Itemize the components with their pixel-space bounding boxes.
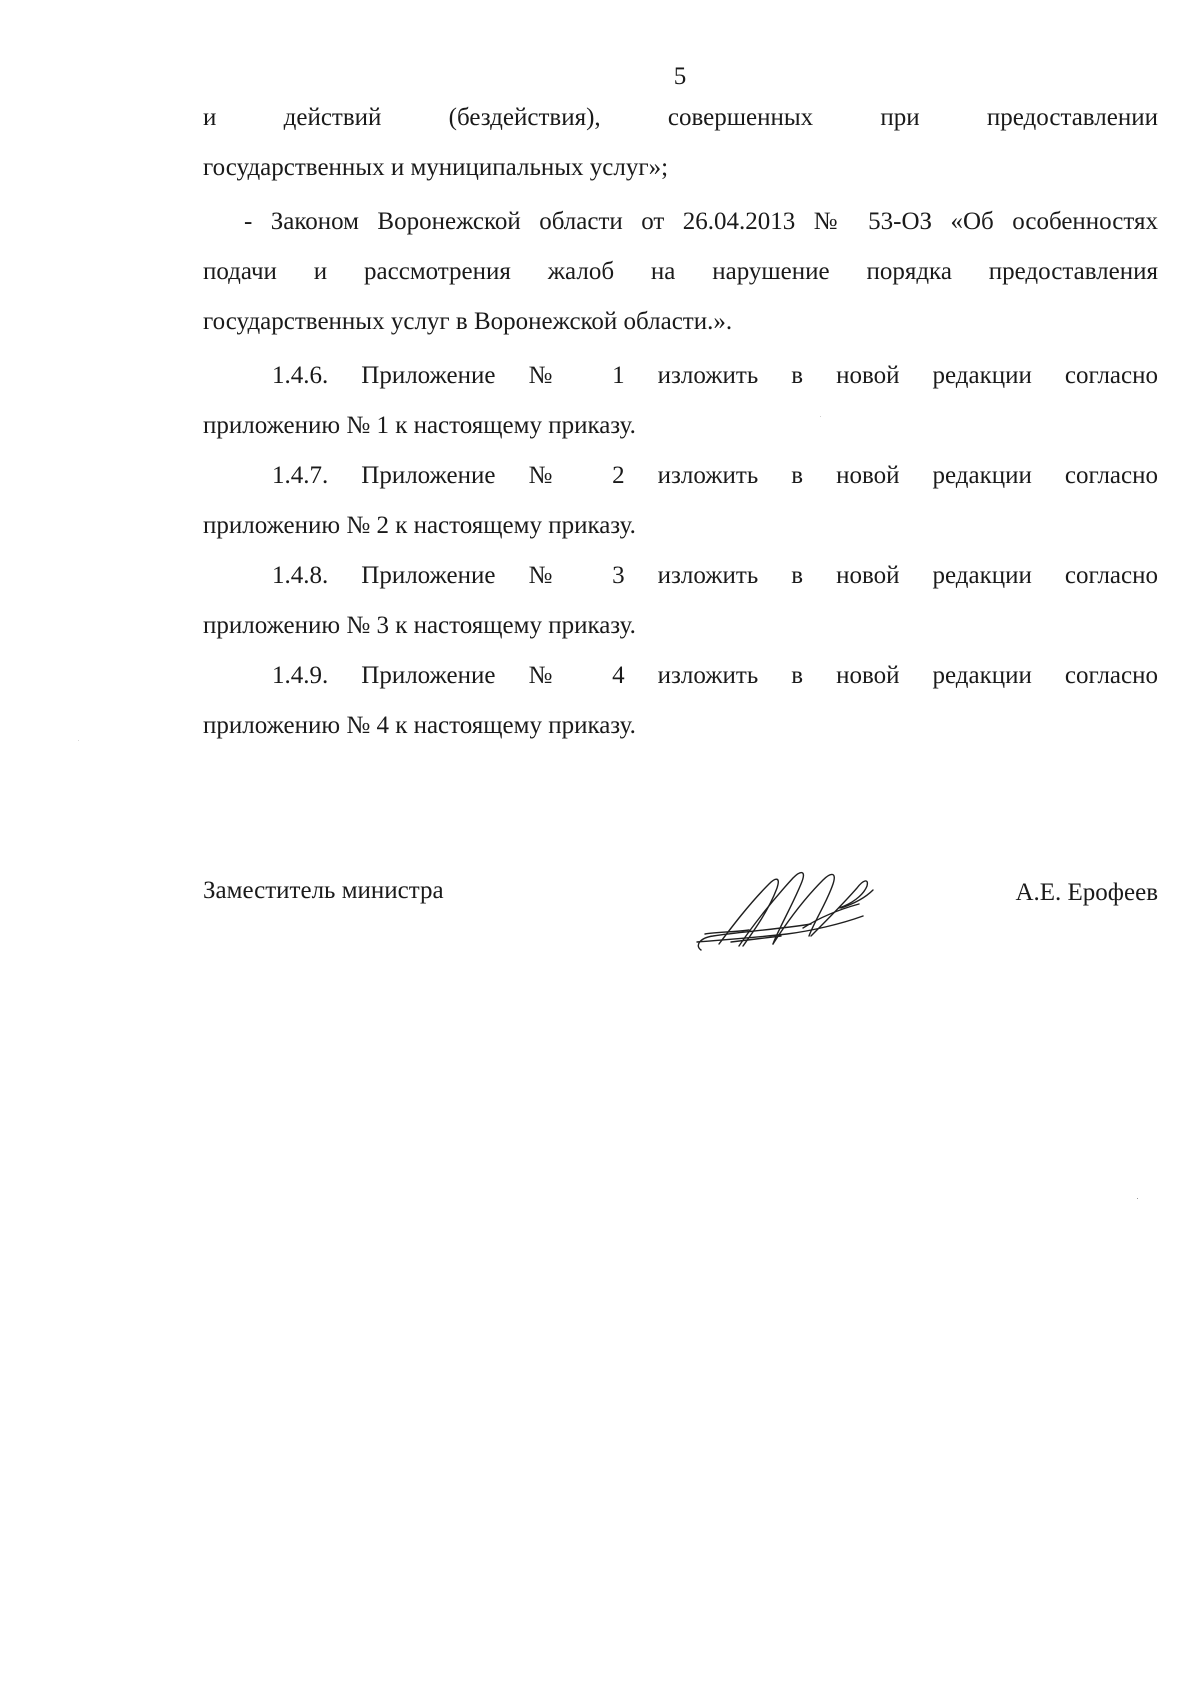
paragraph-item-1-4-7 <box>203 451 1158 551</box>
paragraph-item-1-4-6 <box>203 351 1158 451</box>
scan-speck <box>820 416 821 417</box>
text-line: 1.4.8. Приложение № 3 изложить в новой редакции согласно <box>272 562 1158 589</box>
text-line: государственных услуг в Воронежской области.». <box>203 308 733 335</box>
text-line: государственных и муниципальных услуг»; <box>203 154 669 181</box>
paragraph-item-1-4-8 <box>203 551 1158 651</box>
text-line: приложению № 4 к настоящему приказу. <box>203 712 636 739</box>
text-line: 1.4.9. Приложение № 4 изложить в новой редакции согласно <box>272 662 1158 689</box>
signer-position: Заместитель министра <box>203 877 444 904</box>
text-line: 1.4.6. Приложение № 1 изложить в новой редакции согласно <box>272 362 1158 389</box>
text-line: - Законом Воронежской области от 26.04.2013 № 53-ОЗ «Об особенностях <box>244 208 1158 235</box>
paragraph-continuation <box>203 93 1158 193</box>
handwritten-signature <box>691 858 881 963</box>
text-line: 1.4.7. Приложение № 2 изложить в новой редакции согласно <box>272 462 1158 489</box>
text-line: приложению № 3 к настоящему приказу. <box>203 612 636 639</box>
text-line: приложению № 2 к настоящему приказу. <box>203 512 636 539</box>
text-line: приложению № 1 к настоящему приказу. <box>203 412 636 439</box>
text-line: и действий (бездействия), совершенных при предоставлении <box>203 104 1158 131</box>
document-body <box>203 93 1158 751</box>
scan-speck <box>1137 1198 1138 1199</box>
page-number: 5 <box>673 63 687 90</box>
scan-speck <box>78 740 79 741</box>
signer-name: А.Е. Ерофеев <box>1015 879 1158 906</box>
text-line: подачи и рассмотрения жалоб на нарушение порядка предоставления <box>203 258 1158 285</box>
paragraph-law-reference <box>203 197 1158 347</box>
paragraph-item-1-4-9 <box>203 651 1158 751</box>
signature-block <box>203 858 1158 978</box>
